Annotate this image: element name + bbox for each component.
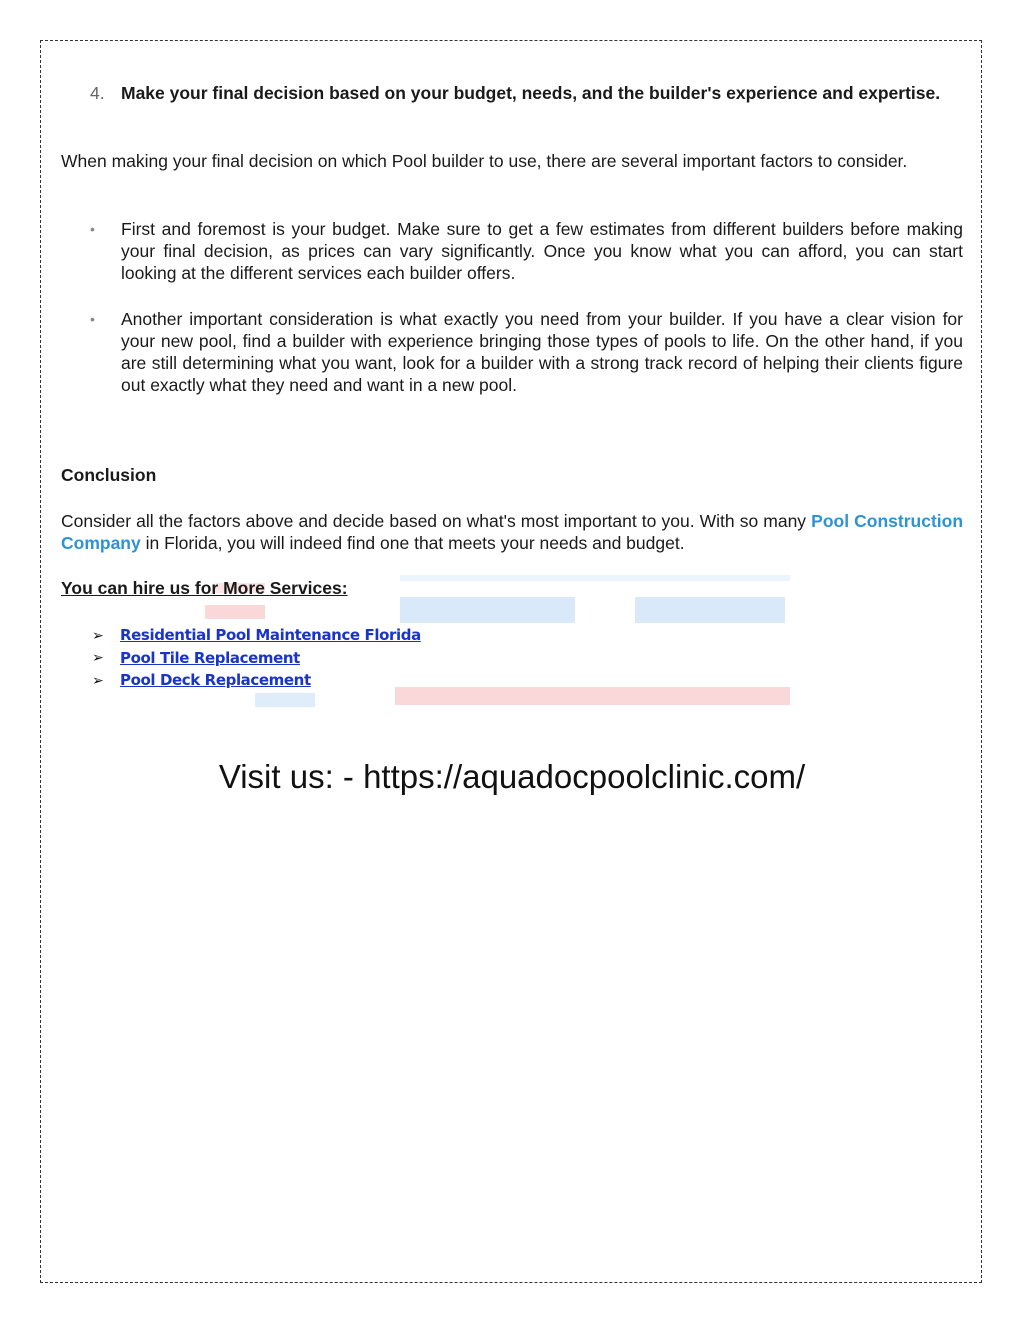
bullet-icon: • [90, 221, 95, 237]
conclusion-text-before: Consider all the factors above and decide based on what's most important to you. With so many [61, 511, 812, 531]
services-heading: You can hire us for More Services: [61, 578, 348, 598]
arrow-bullet-icon: ➢ [92, 671, 104, 688]
item-number: 4. [90, 83, 105, 103]
bullet-item [90, 308, 963, 396]
visit-us-text: Visit us: - https://aquadocpoolclinic.com/ [218, 758, 806, 795]
pool-construction-link[interactable]: Pool Construction Company [61, 511, 964, 553]
conclusion-text-after: in Florida, you will indeed find one that meets your needs and budget. [140, 533, 685, 553]
bullet-text: Another important consideration is what exactly you need from your builder. If you have a clear vision for your new pool, find a builder with experience bringing those types of pools to life. On the other hand, if you are still determining what you want, look for a builder with a strong track record of helping their clients figure out exactly what they need and want in a new pool. [121, 309, 963, 395]
services-list [92, 624, 421, 692]
list-item [92, 669, 421, 692]
service-link-tile-replacement[interactable]: Pool Tile Replacement [120, 648, 300, 667]
bullet-item [90, 218, 963, 284]
bullet-icon: • [90, 311, 95, 327]
list-item [92, 624, 421, 647]
list-item [92, 647, 421, 670]
arrow-bullet-icon: ➢ [92, 626, 104, 643]
bullet-text: First and foremost is your budget. Make sure to get a few estimates from different builders before making your final decision, as prices can vary significantly. Once you know what you can afford, you can start looking at the different services each builder offers. [121, 219, 963, 283]
intro-paragraph: When making your final decision on which Pool builder to use, there are several important factors to consider. [61, 151, 908, 171]
service-link-deck-replacement[interactable]: Pool Deck Replacement [120, 671, 311, 690]
numbered-item [90, 82, 963, 104]
conclusion-paragraph [61, 510, 963, 554]
item-text: Make your final decision based on your budget, needs, and the builder's experience and expertise. [121, 83, 941, 103]
conclusion-heading: Conclusion [61, 465, 157, 485]
service-link-residential-maintenance[interactable]: Residential Pool Maintenance Florida [120, 626, 421, 645]
arrow-bullet-icon: ➢ [92, 649, 104, 666]
